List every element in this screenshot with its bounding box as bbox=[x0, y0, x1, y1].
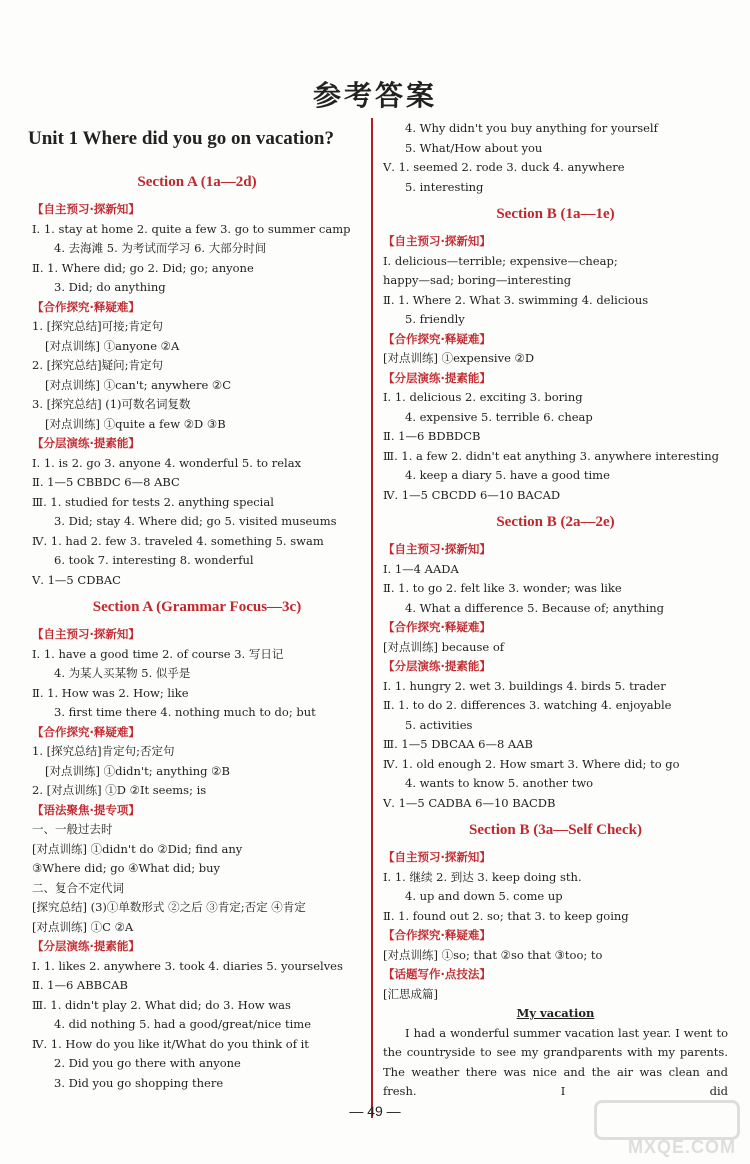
category-tag: 【合作探究·释疑难】 bbox=[383, 620, 491, 634]
category-tag: 【自主预习·探新知】 bbox=[32, 202, 140, 216]
answer-line: Ⅰ. 1. hungry 2. wet 3. buildings 4. birds 5. trader bbox=[383, 678, 666, 693]
left-column bbox=[32, 165, 362, 1093]
answer-line: 4. did nothing 5. had a good/great/nice time bbox=[54, 1017, 312, 1031]
answer-line: Ⅱ. 1. Where 2. What 3. swimming 4. delicious bbox=[383, 292, 649, 307]
answer-line: [对点训练] ①didn't; anything ②B bbox=[45, 763, 230, 778]
answer-line: Ⅱ. 1. found out 2. so; that 3. to keep going bbox=[383, 908, 629, 923]
answer-line: Ⅰ. 1. likes 2. anywhere 3. took 4. diaries 5. yourselves bbox=[32, 958, 343, 973]
answer-line: Ⅱ. 1. How was 2. How; like bbox=[32, 685, 189, 700]
answer-line: 5. interesting bbox=[405, 179, 484, 194]
category-tag: 【自主预习·探新知】 bbox=[383, 542, 491, 556]
answer-line: 2. [探究总结]疑问;肯定句 bbox=[32, 358, 163, 372]
answer-line: 3. [探究总结] (1)可数名词复数 bbox=[32, 397, 191, 411]
category-tag: 【分层演练·提素能】 bbox=[383, 659, 491, 673]
category-tag: 【分层演练·提素能】 bbox=[32, 436, 140, 450]
answer-line: Ⅰ. 1. is 2. go 3. anyone 4. wonderful 5. to relax bbox=[32, 455, 302, 470]
answer-line: 5. What/How about you bbox=[405, 140, 543, 155]
answer-line: [对点训练] ①so; that ②so that ③too; to bbox=[383, 947, 603, 962]
answer-line: 4. Why didn't you buy anything for yourself bbox=[405, 121, 658, 135]
answer-line: 1. [探究总结]可接;肯定句 bbox=[32, 319, 163, 333]
answer-line: [对点训练] ①expensive ②D bbox=[383, 351, 535, 365]
answer-line: 5. activities bbox=[405, 717, 473, 732]
section-heading: Section A (1a—2d) bbox=[137, 174, 257, 190]
answer-line: Ⅰ. 1. delicious 2. exciting 3. boring bbox=[383, 390, 583, 404]
right-column bbox=[383, 119, 728, 1102]
category-tag: 【合作探究·释疑难】 bbox=[32, 299, 140, 314]
answer-line: Ⅰ. 1. stay at home 2. quite a few 3. go to summer camp bbox=[32, 221, 351, 236]
watermark-text: MXQE.COM bbox=[627, 1137, 736, 1157]
answer-line: Ⅰ. 1—4 AADA bbox=[383, 561, 459, 576]
answer-line: 3. first time there 4. nothing much to do; but bbox=[54, 705, 316, 719]
answer-line: [汇思成篇] bbox=[383, 986, 438, 1001]
category-tag: 【合作探究·释疑难】 bbox=[32, 724, 140, 739]
watermark-logo bbox=[590, 1100, 740, 1160]
answer-line: 4. keep a diary 5. have a good time bbox=[405, 468, 610, 482]
answer-line: 3. Did you go shopping there bbox=[54, 1075, 224, 1090]
answer-line: Ⅴ. 1. seemed 2. rode 3. duck 4. anywhere bbox=[383, 160, 625, 174]
answer-line: happy—sad; boring—interesting bbox=[383, 273, 572, 287]
answer-line: Ⅲ. 1—5 DBCAA 6—8 AAB bbox=[383, 737, 533, 751]
answer-line: Ⅴ. 1—5 CADBA 6—10 BACDB bbox=[383, 795, 556, 810]
column-divider bbox=[371, 118, 373, 1118]
answer-line: Ⅰ. 1. have a good time 2. of course 3. 写日记 bbox=[32, 646, 284, 661]
category-tag: 【自主预习·探新知】 bbox=[32, 627, 140, 641]
answer-line: 4. wants to know 5. another two bbox=[405, 776, 594, 790]
answer-line: 6. took 7. interesting 8. wonderful bbox=[54, 553, 254, 567]
answer-line: Ⅳ. 1. old enough 2. How smart 3. Where did; to go bbox=[383, 756, 680, 771]
section-heading: Section B (1a—1e) bbox=[496, 206, 615, 222]
answer-line: Ⅱ. 1—6 ABBCAB bbox=[32, 978, 128, 992]
answer-line: 4. up and down 5. come up bbox=[405, 889, 563, 903]
answer-line: 2. Did you go there with anyone bbox=[54, 1056, 241, 1070]
answer-line: [探究总结] (3)①单数形式 ②之后 ③肯定;否定 ④肯定 bbox=[32, 900, 306, 914]
section-heading: Section A (Grammar Focus—3c) bbox=[92, 599, 302, 615]
answer-line: Ⅱ. 1—6 BDBDCB bbox=[383, 429, 481, 443]
category-tag: 【分层演练·提素能】 bbox=[383, 370, 491, 385]
answer-line: Ⅲ. 1. studied for tests 2. anything special bbox=[32, 494, 274, 509]
answer-line: 3. Did; do anything bbox=[54, 280, 166, 294]
answer-line: [对点训练] ①can't; anywhere ②C bbox=[45, 377, 232, 392]
answer-line: 3. Did; stay 4. Where did; go 5. visited museums bbox=[54, 514, 337, 528]
category-tag: 【语法聚焦·提专项】 bbox=[32, 802, 140, 817]
answer-line: 4. 去海滩 5. 为考试而学习 6. 大部分时间 bbox=[54, 241, 267, 255]
answer-line: Ⅰ. 1. 继续 2. 到达 3. keep doing sth. bbox=[383, 869, 582, 884]
answer-line: ③Where did; go ④What did; buy bbox=[32, 861, 221, 875]
answer-line: 二、复合不定代词 bbox=[32, 880, 124, 895]
answer-line: Ⅱ. 1. Where did; go 2. Did; go; anyone bbox=[32, 260, 254, 275]
essay-paragraph: I had a wonderful summer vacation last year. I went to the countryside to see my grandparents with my parents. The weather there was nice and the air was clean and fresh. I did bbox=[383, 1025, 728, 1098]
category-tag: 【自主预习·探新知】 bbox=[383, 234, 491, 248]
answer-line: Ⅳ. 1. had 2. few 3. traveled 4. something 5. swam bbox=[32, 533, 324, 548]
answer-line: Ⅲ. 1. didn't play 2. What did; do 3. How was bbox=[32, 997, 291, 1012]
answer-line: [对点训练] ①quite a few ②D ③B bbox=[45, 416, 226, 431]
answer-line: Ⅳ. 1—5 CBCDD 6—10 BACAD bbox=[383, 487, 561, 502]
category-tag: 【自主预习·探新知】 bbox=[383, 850, 491, 864]
page-title: 参考答案 bbox=[312, 79, 437, 112]
answer-line: Ⅴ. 1—5 CDBAC bbox=[32, 572, 121, 587]
category-tag: 【分层演练·提素能】 bbox=[32, 939, 140, 953]
category-tag: 【合作探究·释疑难】 bbox=[383, 928, 491, 942]
unit-heading: Unit 1 Where did you go on vacation? bbox=[28, 128, 334, 149]
answer-line: 4. What a difference 5. Because of; anything bbox=[405, 600, 665, 615]
page-number: — 49 — bbox=[349, 1103, 401, 1119]
answer-line: Ⅱ. 1—5 CBBDC 6—8 ABC bbox=[32, 475, 180, 489]
answer-line: 5. friendly bbox=[405, 312, 465, 326]
answer-line: [对点训练] ①anyone ②A bbox=[45, 338, 180, 353]
answer-line: [对点训练] ①C ②A bbox=[32, 919, 134, 934]
answer-line: 4. expensive 5. terrible 6. cheap bbox=[405, 409, 593, 424]
category-tag: 【话题写作·点技法】 bbox=[383, 967, 491, 981]
section-heading: Section B (2a—2e) bbox=[496, 514, 615, 530]
answer-line: 1. [探究总结]肯定句;否定句 bbox=[32, 744, 175, 758]
answer-line: Ⅳ. 1. How do you like it/What do you think of it bbox=[32, 1036, 309, 1051]
answer-line: [对点训练] ①didn't do ②Did; find any bbox=[32, 841, 243, 856]
answer-line: 2. [对点训练] ①D ②It seems; is bbox=[32, 783, 207, 797]
section-heading: Section B (3a—Self Check) bbox=[469, 822, 642, 838]
essay-title: My vacation bbox=[516, 1006, 595, 1020]
answer-line: Ⅱ. 1. to do 2. differences 3. watching 4. enjoyable bbox=[383, 698, 672, 712]
answer-line: 一、一般过去时 bbox=[32, 822, 113, 836]
answer-line: [对点训练] because of bbox=[383, 639, 505, 654]
answer-line: Ⅰ. delicious—terrible; expensive—cheap; bbox=[383, 253, 618, 268]
answer-line: Ⅱ. 1. to go 2. felt like 3. wonder; was like bbox=[383, 581, 622, 595]
category-tag: 【合作探究·释疑难】 bbox=[383, 331, 491, 346]
answer-line: 4. 为某人买某物 5. 似乎是 bbox=[54, 666, 191, 680]
answer-line: Ⅲ. 1. a few 2. didn't eat anything 3. anywhere interesting bbox=[383, 448, 719, 463]
